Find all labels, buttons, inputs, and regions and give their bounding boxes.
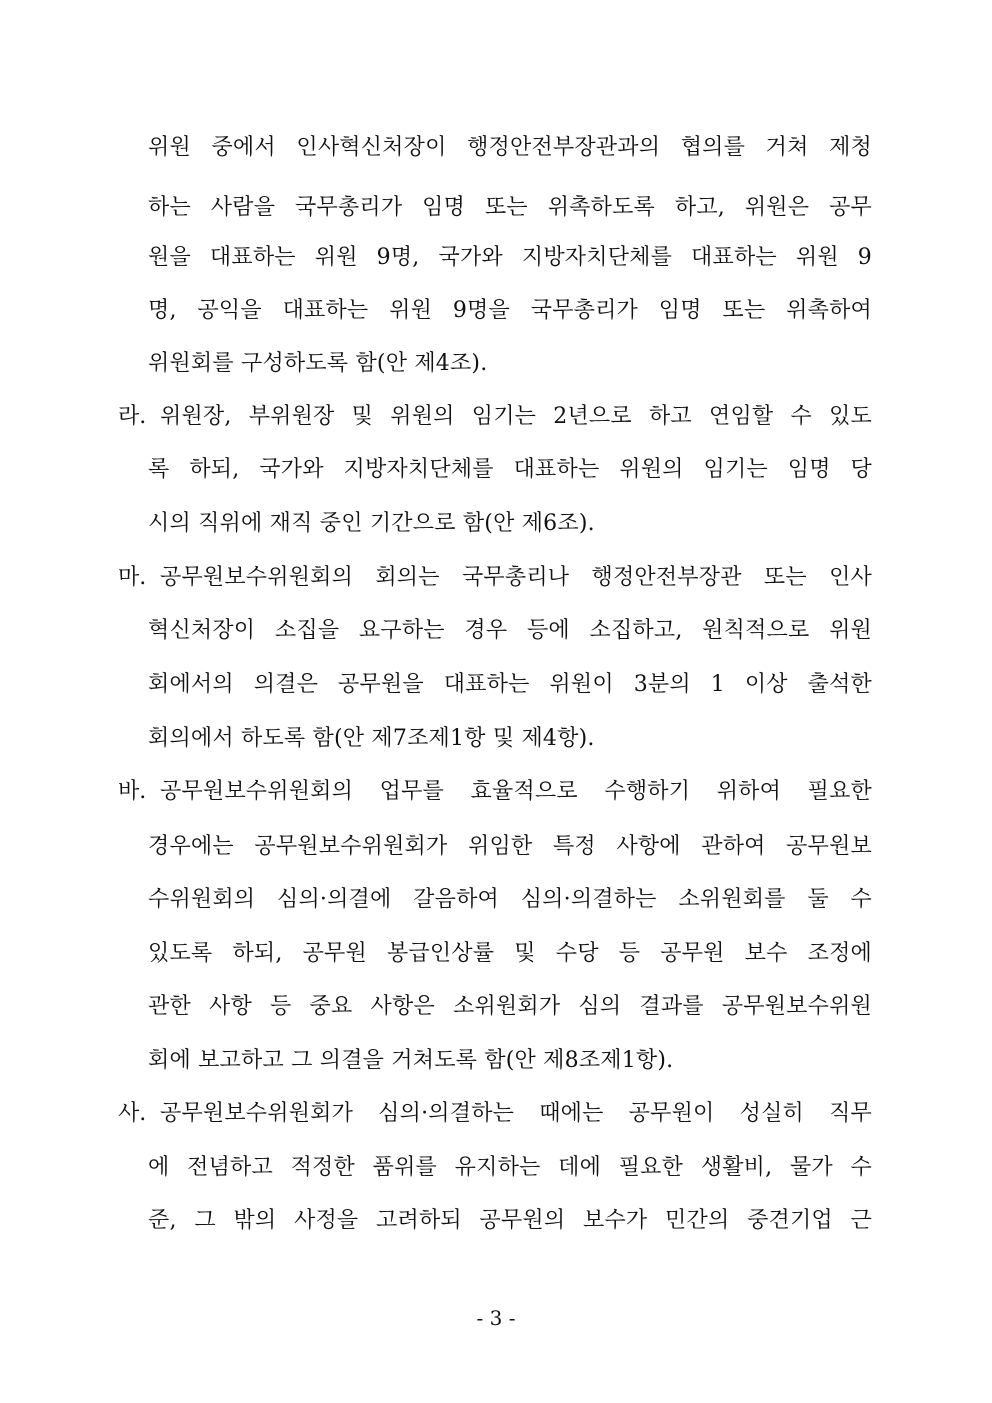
body-text-line: 원을 대표하는 위원 9명, 국가와 지방자치단체를 대표하는 위원 9 (148, 245, 872, 270)
body-text-line: 위원장, 부위원장 및 위원의 임기는 2년으로 하고 연임할 수 있도 (160, 404, 872, 429)
body-text-line: 에 전념하고 적정한 품위를 유지하는 데에 필요한 생활비, 물가 수 (148, 1155, 872, 1180)
body-text-line: 공무원보수위원회의 회의는 국무총리나 행정안전부장관 또는 인사 (160, 565, 872, 590)
list-item-marker: 마. (118, 565, 147, 590)
body-text-line: 록 하되, 국가와 지방자치단체를 대표하는 위원의 임기는 임명 당 (148, 457, 872, 482)
body-text-line: 회에서의 의결은 공무원을 대표하는 위원이 3분의 1 이상 출석한 (148, 672, 872, 697)
body-text-line: 시의 직위에 재직 중인 기간으로 함(안 제6조). (148, 511, 595, 536)
body-text-line: 관한 사항 등 중요 사항은 소위원회가 심의 결과를 공무원보수위원 (148, 994, 872, 1019)
list-item-marker: 바. (118, 779, 147, 804)
body-text-line: 하는 사람을 국무총리가 임명 또는 위촉하도록 하고, 위원은 공무 (148, 195, 872, 220)
body-text-line: 공무원보수위원회의 업무를 효율적으로 수행하기 위하여 필요한 (160, 779, 872, 804)
body-text-line: 준, 그 밖의 사정을 고려하되 공무원의 보수가 민간의 중견기업 근 (148, 1208, 872, 1233)
body-text-line: 회의에서 하도록 함(안 제7조제1항 및 제4항). (148, 726, 595, 751)
list-item-marker: 라. (118, 404, 147, 429)
body-text-line: 혁신처장이 소집을 요구하는 경우 등에 소집하고, 원칙적으로 위원 (148, 618, 872, 643)
body-text-line: 공무원보수위원회가 심의·의결하는 때에는 공무원이 성실히 직무 (160, 1101, 872, 1126)
page-number: - 3 - (476, 1306, 516, 1330)
body-text-line: 명, 공익을 대표하는 위원 9명을 국무총리가 임명 또는 위촉하여 (148, 298, 872, 323)
body-text-line: 회에 보고하고 그 의결을 거쳐도록 함(안 제8조제1항). (148, 1048, 674, 1073)
body-text-line: 있도록 하되, 공무원 봉급인상률 및 수당 등 공무원 보수 조정에 (148, 941, 872, 966)
body-text-line: 수위원회의 심의·의결에 갈음하여 심의·의결하는 소위원회를 둘 수 (148, 887, 872, 912)
body-text-line: 경우에는 공무원보수위원회가 위임한 특정 사항에 관하여 공무원보 (148, 834, 872, 859)
body-text-line: 위원회를 구성하도록 함(안 제4조). (148, 351, 488, 376)
body-text-line: 위원 중에서 인사혁신처장이 행정안전부장관과의 협의를 거쳐 제청 (148, 135, 872, 160)
list-item-marker: 사. (118, 1101, 147, 1126)
